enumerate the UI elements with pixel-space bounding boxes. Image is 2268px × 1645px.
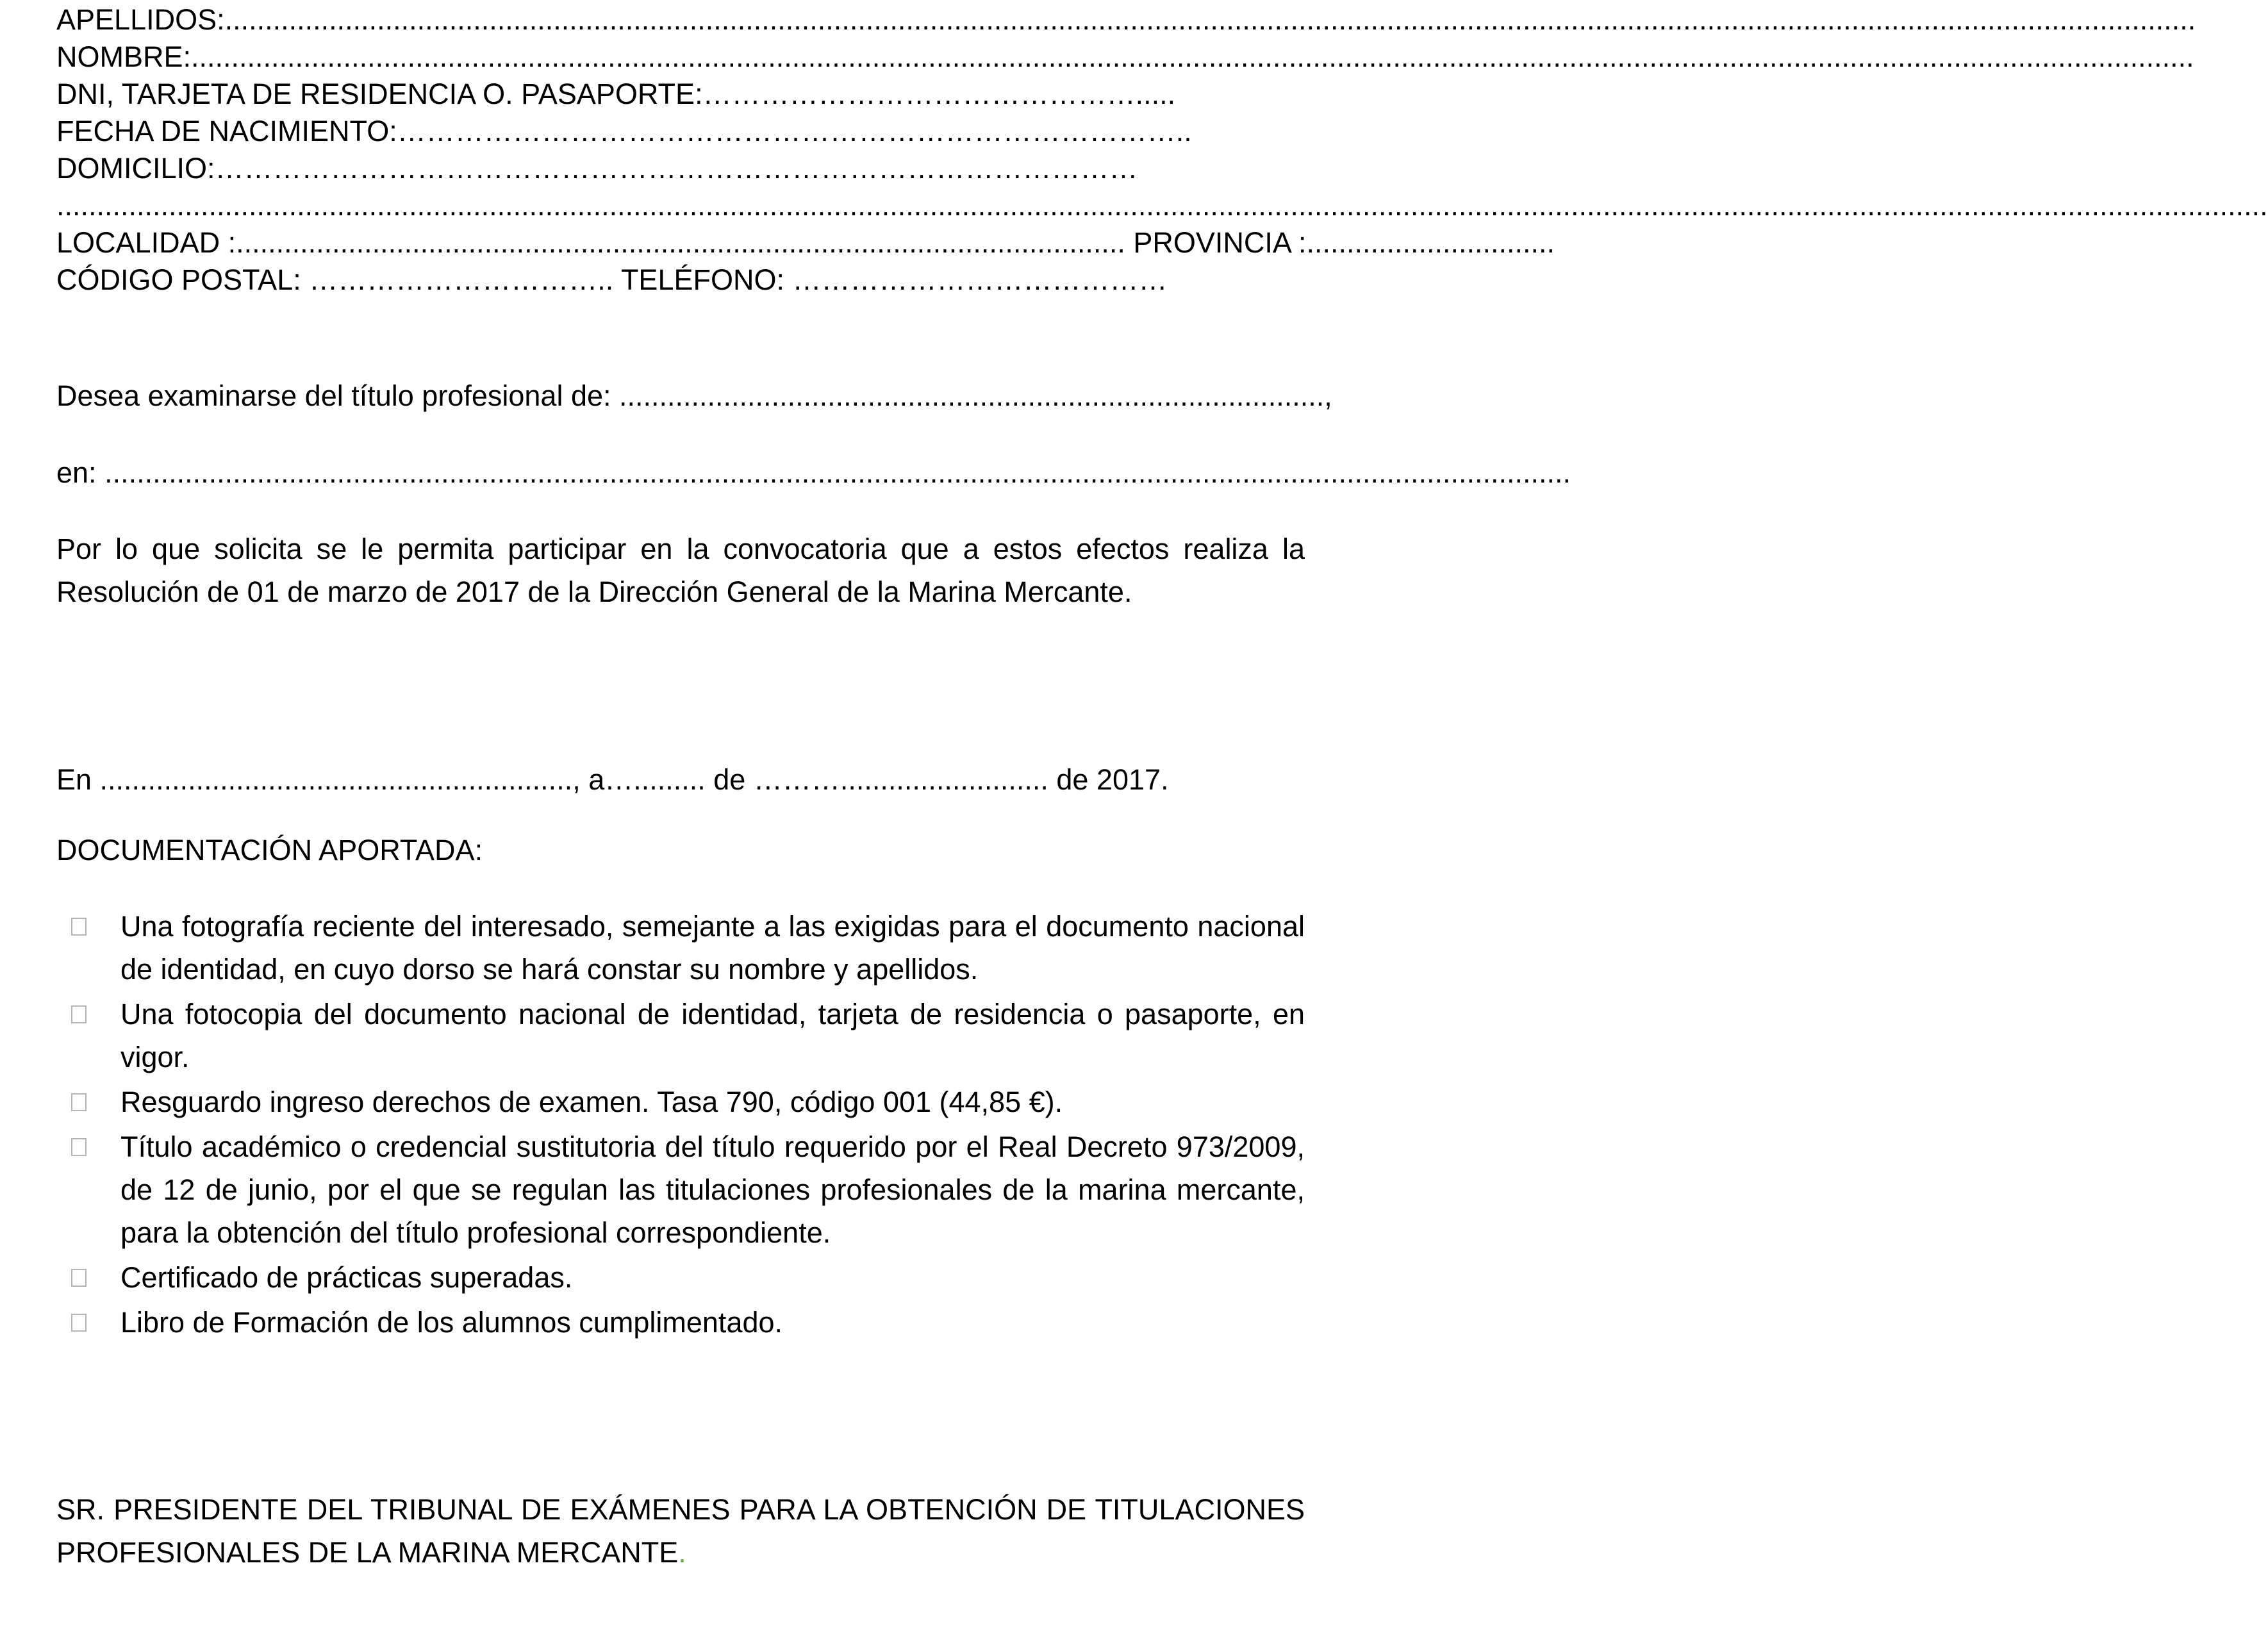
localidad-label: LOCALIDAD : [56,226,236,259]
libro-formacion-checkbox[interactable] [71,1314,87,1332]
apellidos-label: APELLIDOS: [56,3,225,36]
telefono-dotted-line: ………………………………… [784,263,1168,296]
domicilio-dotted-line: …………………………………………………………………………………… [215,152,1138,185]
documentacion-heading: DOCUMENTACIÓN APORTADA: [56,834,483,866]
certificado-practicas-text: Certificado de prácticas superadas. [120,1261,573,1294]
en-dotted-line: ..........................................................., [92,763,589,796]
fecha-nacimiento-label: FECHA DE NACIMIENTO: [56,115,397,147]
domicilio-field[interactable] [56,150,1305,187]
titulo-profesional-label: Desea examinarse del título profesional de: [56,379,611,412]
fecha-nacimiento-field[interactable] [56,113,1305,150]
nombre-field[interactable] [56,38,2194,76]
documentacion-item-resguardo-tasa [56,1080,1305,1123]
dni-label: DNI, TARJETA DE RESIDENCIA O. PASAPORTE: [56,78,703,110]
en-lugar-label: en: [56,456,97,489]
documentacion-item-fotocopia-dni [56,993,1305,1079]
fotocopia-dni-checkbox[interactable] [71,1005,87,1023]
dia-dotted-line: …......... [604,763,714,796]
titulo-profesional-field[interactable] [56,377,1332,415]
mes-dotted-line: ……….......................... [745,763,1057,796]
en-label: En [56,763,92,796]
apellidos-dotted-line: ...................................................................................................................................................................................................................................................... [224,3,2196,36]
en-lugar-dotted-line: ....................................................................................................................................................................................... [96,456,1571,489]
solicitud-paragraph: Por lo que solicita se le permita participar en la convocatoria que a estos efectos realiza la Resolución de 01 de marzo de 2017 de la Dirección General de la Marina Mercante. [56,533,1305,608]
documentacion-item-titulo-academico [56,1125,1305,1254]
nombre-dotted-line: .......................................................................................................................................................................................................................................................... [191,40,2194,73]
addressee-paragraph [56,1488,1305,1574]
titulo-academico-text: Título académico o credencial sustitutoria del título requerido por el Real Decreto 973/2009, de 12 de junio, por el que se regulan las titulaciones profesionales de la marina mercante, para la obtención del título profesional correspondiente. [120,1130,1305,1249]
codigo-postal-telefono-field[interactable] [56,261,1305,299]
documentacion-item-certificado-practicas [56,1256,1305,1299]
provincia-dotted-line: ............................... [1306,226,1555,259]
year-label: de 2017. [1056,763,1169,796]
documentacion-item-fotografia [56,905,1305,991]
fecha-lugar-firma-line[interactable] [56,761,1305,799]
documentacion-list [56,905,1305,1346]
resguardo-tasa-checkbox[interactable] [71,1093,87,1111]
fecha-nacimiento-dotted-line: ……………………………………………………………………….. [397,115,1192,147]
nombre-label: NOMBRE: [56,40,192,73]
addressee-final-mark: . [678,1536,686,1569]
fotocopia-dni-text: Una fotocopia del documento nacional de identidad, tarjeta de residencia o pasaporte, en vigor. [120,998,1305,1073]
fotografia-text: Una fotografía reciente del interesado, semejante a las exigidas para el documento nacional de identidad, en cuyo dorso se hará constar su nombre y apellidos. [120,910,1305,986]
certificado-practicas-checkbox[interactable] [71,1269,87,1287]
telefono-label: TELÉFONO: [620,263,784,296]
resguardo-tasa-text: Resguardo ingreso derechos de examen. Tasa 790, código 001 (44,85 €). [120,1086,1063,1118]
codigo-postal-dotted-line: ………………………….. [301,263,621,296]
titulo-profesional-dotted-line: ........................................................................................, [611,379,1332,412]
apellidos-field[interactable] [56,1,2196,38]
libro-formacion-text: Libro de Formación de los alumnos cumplimentado. [120,1306,783,1339]
dni-field[interactable] [56,76,1305,113]
domicilio-continuation-dotted-line: .................................................................................................................................................................................................................................................................................... [56,189,2268,222]
titulo-academico-checkbox[interactable] [71,1138,87,1156]
application-form-page [56,0,2268,1645]
documentacion-item-libro-formacion [56,1301,1305,1344]
domicilio-label: DOMICILIO: [56,152,215,185]
dni-dotted-line: ………………………………………..... [702,78,1176,110]
en-lugar-field[interactable] [56,454,1571,492]
localidad-dotted-line: ............................................................................................................... [236,226,1134,259]
provincia-label: PROVINCIA : [1133,226,1307,259]
domicilio-continuation-field[interactable] [56,187,2268,224]
dia-label: a [588,763,605,796]
localidad-provincia-field[interactable] [56,224,1555,261]
mes-label: de [713,763,746,796]
addressee-text: SR. PRESIDENTE DEL TRIBUNAL DE EXÁMENES PARA LA OBTENCIÓN DE TITULACIONES PROFESIONALES DE LA MARINA MERCANTE [56,1493,1305,1569]
codigo-postal-label: CÓDIGO POSTAL: [56,263,301,296]
fotografia-checkbox[interactable] [71,918,87,936]
